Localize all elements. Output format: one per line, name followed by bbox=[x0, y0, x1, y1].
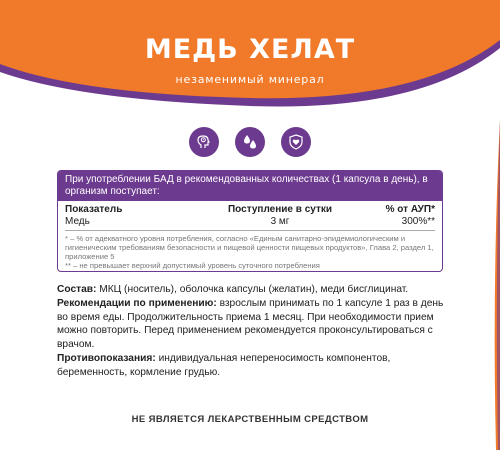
footnote-1: * – % от адекватного уровня потребления, согласно «Единым санитарно-эпидемиологическим и гигиеническим требованиям безопасности и пищевой ценности пищевых продуктов», Глава 2, раздел 1, приложение 5 bbox=[65, 234, 434, 261]
table-header-row bbox=[65, 204, 435, 216]
footnote-2: ** – не превышает верхний допустимый уровень суточного потребления bbox=[65, 261, 320, 270]
table-cell: 300%** bbox=[401, 216, 435, 227]
column-header: Показатель bbox=[65, 204, 123, 215]
contraindications-paragraph bbox=[57, 352, 447, 380]
table-row bbox=[65, 216, 435, 231]
benefit-icons bbox=[0, 127, 500, 157]
shield-heart-icon bbox=[281, 127, 311, 157]
composition-text: МКЦ (носитель), оболочка капсулы (желатин), меди бисглицинат. bbox=[99, 284, 409, 295]
composition-label: Состав: bbox=[57, 284, 97, 295]
recommendations-label: Рекомендации по применению: bbox=[57, 297, 217, 309]
nutrition-table bbox=[58, 201, 442, 231]
recommendations-text: взрослым принимать по 1 капсуле 1 раз в день во время еды. Продолжительность приема 1 месяц. При необходимости прием можно повторить. Перед применением рекомендуется проконсультироваться с врачом. bbox=[57, 297, 444, 351]
nutrition-info-box bbox=[57, 170, 443, 272]
contraindications-text: индивидуальная непереносимость компонентов, беременность, кормление грудью. bbox=[57, 352, 391, 378]
composition-paragraph bbox=[57, 283, 447, 297]
column-header: % от АУП* bbox=[385, 204, 435, 215]
page-title: МЕДЬ ХЕЛАТ bbox=[144, 34, 356, 65]
disclaimer: НЕ ЯВЛЯЕТСЯ ЛЕКАРСТВЕННЫМ СРЕДСТВОМ bbox=[131, 414, 369, 425]
droplets-icon bbox=[235, 127, 265, 157]
table-cell: 3 мг bbox=[270, 216, 290, 227]
column-header: Поступление в сутки bbox=[227, 204, 332, 215]
side-stripe bbox=[490, 120, 500, 450]
product-description bbox=[57, 283, 447, 380]
page-subtitle: незаменимый минерал bbox=[175, 73, 325, 86]
table-cell: Медь bbox=[65, 216, 90, 227]
table-notes bbox=[58, 231, 442, 270]
header-banner bbox=[0, 0, 500, 110]
contraindications-label: Противопоказания: bbox=[57, 352, 156, 364]
recommendations-paragraph bbox=[57, 297, 447, 352]
brain-person-icon bbox=[189, 127, 219, 157]
info-intro: При употреблении БАД в рекомендованных количествах (1 капсула в день), в организм поступает: bbox=[58, 171, 442, 201]
